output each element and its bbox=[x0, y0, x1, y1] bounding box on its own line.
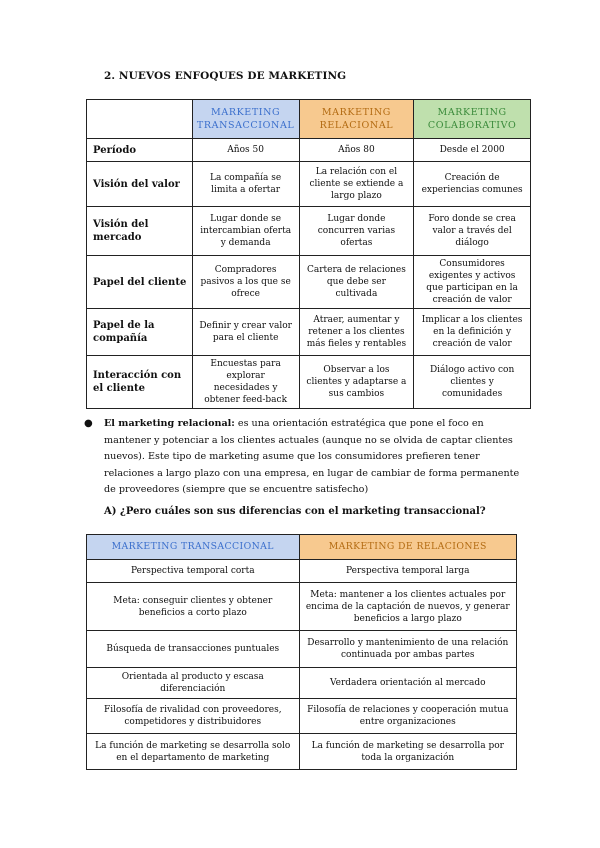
bullet-paragraph bbox=[84, 416, 524, 499]
table-row bbox=[87, 309, 531, 356]
table-cell: Filosofía de relaciones y cooperación mutua entre organizaciones bbox=[299, 699, 516, 734]
marketing-approaches-table bbox=[86, 99, 531, 409]
table-cell: Compradores pasivos a los que se ofrece bbox=[192, 256, 299, 309]
table-cell: Encuestas para explorar necesidades y obtener feed-back bbox=[192, 356, 299, 409]
table-cell: Creación de experiencias comunes bbox=[414, 162, 531, 207]
table-cell: Años 80 bbox=[299, 139, 414, 162]
table-row bbox=[87, 668, 517, 699]
bullet-text: es una orientación estratégica que pone el foco en mantener y potenciar a los clientes actuales (aunque no se olvida de captar clientes nuevos). Este tipo de marketing asume que los consumidores prefieren tener relaciones a largo plazo con una empresa, en lugar de cambiar de forma permanente de proveedores (siempre que se encuentre satisfecho) bbox=[104, 418, 520, 495]
table-cell: La relación con el cliente se extiende a largo plazo bbox=[299, 162, 414, 207]
table-row bbox=[87, 631, 517, 668]
table-cell: Verdadera orientación al mercado bbox=[299, 668, 516, 699]
table1-header-empty bbox=[87, 100, 193, 139]
table-row bbox=[87, 256, 531, 309]
table-row bbox=[87, 139, 531, 162]
table-row bbox=[87, 699, 517, 734]
table-cell: Desde el 2000 bbox=[414, 139, 531, 162]
row-label: Papel del cliente bbox=[87, 256, 193, 309]
table-row bbox=[87, 207, 531, 256]
table1-header-row bbox=[87, 100, 531, 139]
table-row bbox=[87, 560, 517, 583]
table-cell: Diálogo activo con clientes y comunidades bbox=[414, 356, 531, 409]
table-cell: Meta: conseguir clientes y obtener beneficios a corto plazo bbox=[87, 583, 300, 631]
table-row bbox=[87, 162, 531, 207]
section-heading: 2. NUEVOS ENFOQUES DE MARKETING bbox=[104, 70, 347, 82]
row-label: Papel de la compañía bbox=[87, 309, 193, 356]
table-cell: Consumidores exigentes y activos que participan en la creación de valor bbox=[414, 256, 531, 309]
table-cell: Filosofía de rivalidad con proveedores, competidores y distribuidores bbox=[87, 699, 300, 734]
differences-table bbox=[86, 534, 517, 770]
row-label: Visión del valor bbox=[87, 162, 193, 207]
table-cell: Cartera de relaciones que debe ser cultivada bbox=[299, 256, 414, 309]
table-cell: Años 50 bbox=[192, 139, 299, 162]
bullet-term: El marketing relacional: bbox=[104, 418, 235, 429]
row-label: Visión del mercado bbox=[87, 207, 193, 256]
table-cell: Implicar a los clientes en la definición y creación de valor bbox=[414, 309, 531, 356]
table-cell: Orientada al producto y escasa diferenciación bbox=[87, 668, 300, 699]
table-row bbox=[87, 583, 517, 631]
table2-header-relaciones: MARKETING DE RELACIONES bbox=[299, 535, 516, 560]
table1-header-colaborativo: MARKETING COLABORATIVO bbox=[414, 100, 531, 139]
table1-header-transaccional: MARKETING TRANSACCIONAL bbox=[192, 100, 299, 139]
table-cell: Búsqueda de transacciones puntuales bbox=[87, 631, 300, 668]
bullet-icon: ● bbox=[84, 418, 93, 429]
row-label: Interacción con el cliente bbox=[87, 356, 193, 409]
table-row bbox=[87, 734, 517, 770]
table-cell: Atraer, aumentar y retener a los clientes más fieles y rentables bbox=[299, 309, 414, 356]
table-cell: Definir y crear valor para el cliente bbox=[192, 309, 299, 356]
table1-header-relacional: MARKETING RELACIONAL bbox=[299, 100, 414, 139]
sub-heading: A) ¿Pero cuáles son sus diferencias con el marketing transaccional? bbox=[104, 506, 486, 517]
table-cell: La función de marketing se desarrolla solo en el departamento de marketing bbox=[87, 734, 300, 770]
table-cell: La compañía se limita a ofertar bbox=[192, 162, 299, 207]
table-cell: Perspectiva temporal larga bbox=[299, 560, 516, 583]
table-cell: Perspectiva temporal corta bbox=[87, 560, 300, 583]
row-label: Período bbox=[87, 139, 193, 162]
table2-header-transaccional: MARKETING TRANSACCIONAL bbox=[87, 535, 300, 560]
table2-header-row bbox=[87, 535, 517, 560]
table-cell: Observar a los clientes y adaptarse a sus cambios bbox=[299, 356, 414, 409]
table-cell: Lugar donde concurren varias ofertas bbox=[299, 207, 414, 256]
table-cell: La función de marketing se desarrolla por toda la organización bbox=[299, 734, 516, 770]
table-row bbox=[87, 356, 531, 409]
table-cell: Lugar donde se intercambian oferta y demanda bbox=[192, 207, 299, 256]
table-cell: Meta: mantener a los clientes actuales por encima de la captación de nuevos, y generar beneficios a largo plazo bbox=[299, 583, 516, 631]
table-cell: Foro donde se crea valor a través del diálogo bbox=[414, 207, 531, 256]
table-cell: Desarrollo y mantenimiento de una relación continuada por ambas partes bbox=[299, 631, 516, 668]
